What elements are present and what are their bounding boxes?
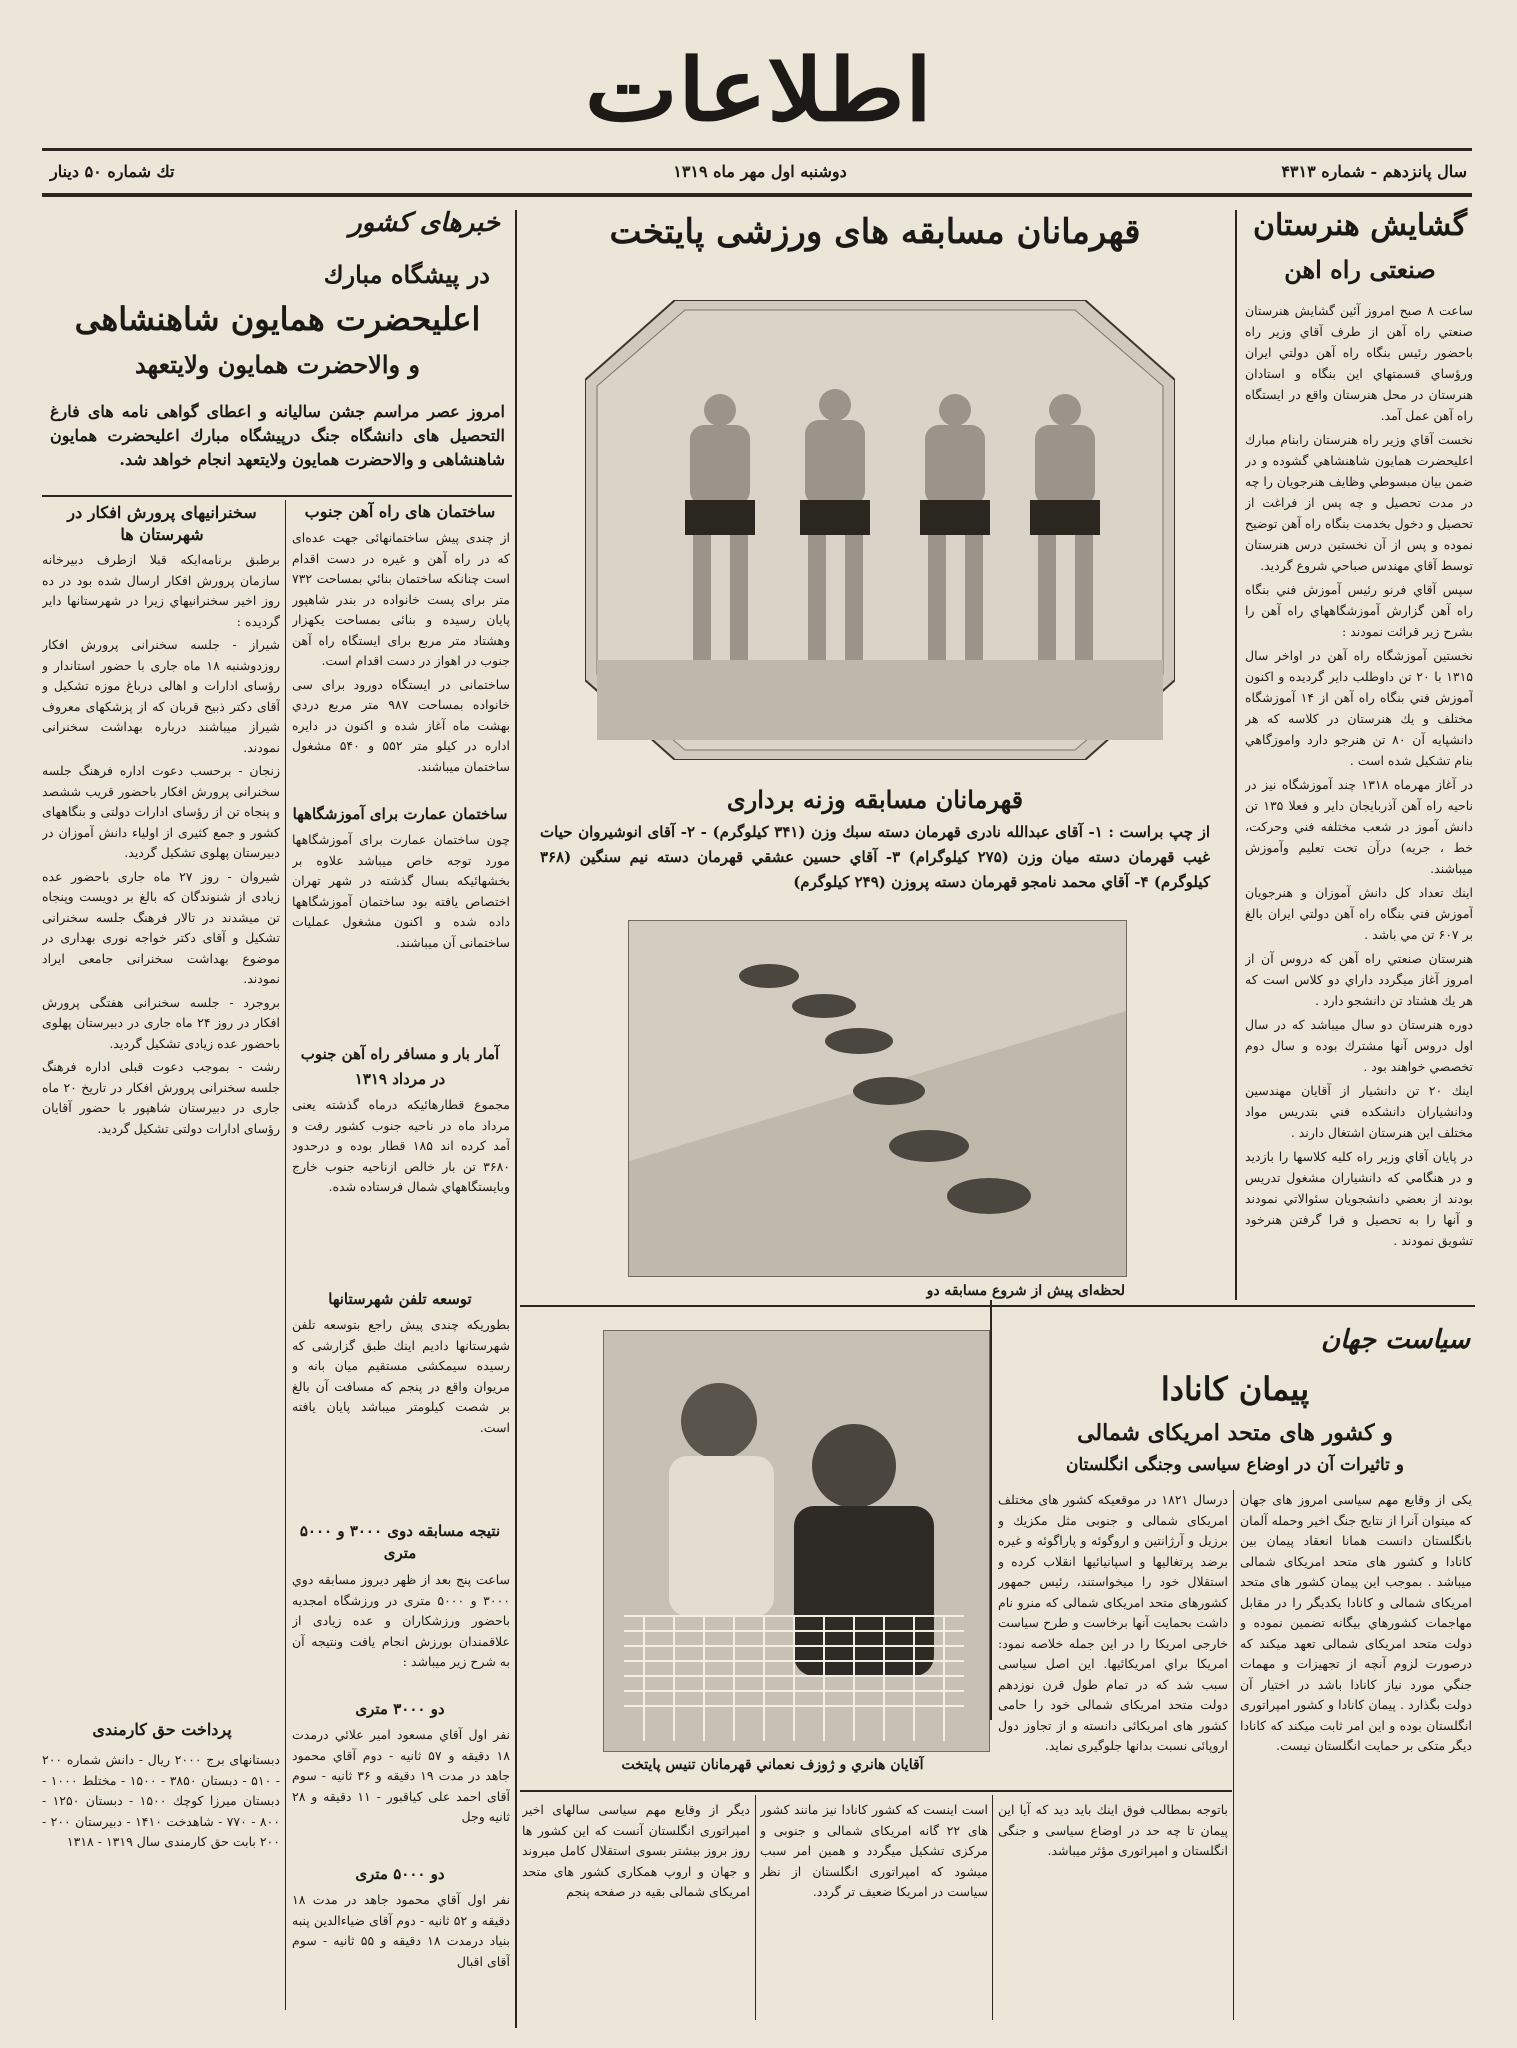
race-result-article: ساعت پنج بعد از ظهر ديروز مسابقه دوي ۳۰۰۰ و ۵۰۰۰ متری در ورزشگاه امجديه باحضور ورزشكاران و عده زيادی از علاقمندان بورزش انجام يافت ونتيجه آن به شرح زير ميباشد : — [292, 1572, 510, 1669]
railway-school-title: گشايش هنرستان — [1252, 208, 1467, 243]
canada-pact-subtitle-2: و تاثیرات آن در اوضاع سیاسی وجنگی انگلستان — [1066, 1455, 1404, 1475]
race-3000-article: نفر اول آقاي مسعود امير علائي درمدت ۱۸ دقيقه و ۵۷ ثانيه - دوم آقاي محمود جاهد در مدت ۱۹ دقيقه و ۳۶ ثانيه - سوم آقای احمد علی كياقبور - ۱۱ دقيقه و ۲۸ ثانيه وجل — [292, 1727, 510, 1824]
world-politics-label: سیاست جهان — [1321, 1325, 1470, 1355]
weightlifting-caption-title: قهرمانان مسابقه وزنه برداری — [726, 785, 1024, 814]
court-news-title: اعلیحضرت همایون شاهنشاهی — [74, 300, 481, 338]
column-rule — [515, 1300, 517, 2028]
court-news-head: در پیشگاه مبارك — [323, 260, 490, 289]
canada-pact-bottom-1: باتوجه بمطالب فوق اينك بايد ديد كه آيا اين پيمان تا چه حد در اوضاع سياسی و جنگی انگلستان و امپراتوری مؤثر ميباشد. — [998, 1802, 1228, 1858]
paragraph: اينك تعداد كل دانش آموزان و هنرجويان آموزش فني بنگاه راه آهن دولتي ايران بالغ بر ۶۰۷ تن مي باشد . — [1245, 885, 1473, 942]
schools-building-title: ساختمان عمارت برای آموزشگاهها — [292, 805, 508, 823]
weightlifting-caption-text: از چپ براست : ۱- آقای عبدالله نادری قهرمان دسته سبك وزن (۳۴۱ كيلوگرم) - ۲- آقای انوشيروان حيات غيب قهرمان دسته ميان وزن (۲۷۵ كيلوگرام) ۳- آقاي حسين عشقي قهرمان دسته نيم سنگين (۳۶۸ كيلوگرم) ۴- آقاي محمد نامجو قهرمان دسته پروزن (۲۴۹ كيلوگرم) — [540, 823, 1210, 891]
paragraph: ساعت ۸ صبح امروز آئين گشايش هنرستان صنعتي راه آهن از طرف آقاي وزير راه باحضور رئيس بنگاه راه آهن دولتي ايران ورؤساي قسمتهاي اين بنگاه و استادان هنرستان در محل هنرستان واقع در ايستگاه راه آهن عمل آمد. — [1245, 303, 1473, 423]
sports-headline: قهرمانان مسابقه های ورزشی پایتخت — [609, 212, 1141, 252]
railway-south-title: ساختمان های راه آهن جنوب — [304, 502, 496, 521]
tennis-photo — [603, 1330, 990, 1752]
race-result-title: نتیجه مسابقه دوی ۳۰۰۰ و ۵۰۰۰ متری — [299, 1522, 501, 1562]
weightlifters-photo — [585, 300, 1175, 760]
canada-pact-bottom-3: ديگر از وقايع مهم سياسی سالهای اخير امپراتوری انگلستان آنست كه اين كشور ها روز بروز بيشتر بسوی استقلال كامل ميروند و جهان و اروپ همكاری كشور های متحد امريكای شمالی بقيه در صفحه پنجم — [522, 1802, 750, 1899]
column-rule — [755, 1795, 756, 2020]
race-5000-article: نفر اول آقاي محمود جاهد در مدت ۱۸ دقيقه و ۵۲ ثانيه - دوم آقای ضياءالدين پنبه بنياد درمدت ۱۸ دقيقه و ۵۵ ثانيه - سوم آقای اقبال — [292, 1892, 510, 1969]
paragraph: نخستين آموزشگاه راه آهن در اواخر سال ۱۳۱۵ با ۲۰ تن داوطلب داير گرديده و اكنون آموزش فني بنگاه راه آهن از ۱۴ آموزشگاه مختلف و يك هنرستان در كلاسه كه هر دانشپايه آن ۸۰ تن هنرجو دارد واموزگاهي بنام تشكيل شده است . — [1245, 648, 1473, 768]
fees-article: دبستانهای برج ۲۰۰۰ ريال - دانش شماره ۲۰۰ - ۵۱۰ - دبستان ۳۸۵۰ - ۱۵۰۰ - مختلط ۱۰۰۰ - دبستان ميرزا كوچك ۱۵۰۰ - دبستان ۱۲۵۰ - ۸۰۰ - ۷۷۰ - شاهدخت ۱۴۱۰ - دبيرستان ۲۰۰ - ۲۰۰ بابت حق كارمندی سال ۱۳۱۹ - ۱۳۱۸ — [42, 1752, 280, 1849]
paragraph: از چندی پيش ساختمانهائی جهت عده‌ای كه در راه آهن و غيره در دست اقدام است چنانكه ساختمان بنائي بمساحت ۷۳۲ متر برای پست خانواده در بندر شاهپور پايان رسيده و بنائی بمساحت يكهزار وهشتاد متر مربع برای ايستگاه راه آهن جنوب در اهواز در دست اقدام است. — [292, 530, 510, 668]
section-rule — [520, 1305, 1475, 1307]
paragraph: اينك ۲۰ تن دانشيار از آقايان مهندسين ودانشياران دانشكده فني بتدريس مواد مختلف اين هنرستان اشتغال دارند . — [1245, 1083, 1473, 1140]
telephone-article: بطوريكه چندی پيش راجع بتوسعه تلفن شهرستانها داديم اينك طبق گزارشی كه رسيده سيمكشی مستقيم ميان بانه و مريوان واقع در پنجم كه مسافت آن بالغ بر شصت كيلومتر ميباشد پايان يافته است. — [292, 1317, 510, 1435]
weightlifters-photo-graphic — [585, 300, 1175, 760]
tennis-photo-graphic — [604, 1331, 989, 1751]
canada-pact-article-right: يكی از وقايع مهم سياسی امروز های جهان كه ميتوان آنرا از نتايج جنگ اخير وحمله آلمان بانگلستان دانست همانا انعقاد پيمان بين كانادا و كشور های متحد امريكای شمالی ميباشد . بموجب اين پيمان كشور های متحد امريكای شمالی و كانادا يكديگر را در مقابل مهاجمات كشورهاي بيگانه تضمين نموده و دولت متحد امريكای شمالی تعهد ميكند كه درصورت لزوم آنچه از تجهيزات و مهمات جنگي مورد نياز كانادا باشد در اختيار آن دولت بگذارد . پيمان كانادا و كشور امپراتوری انگلستان بوده و اين امر ثابت ميكند كه كانادا ديگر متكی بر حمايت انگلستان نيست. — [1240, 1492, 1472, 1753]
freight-stats-title: آمار بار و مسافر راه آهن جنوب — [300, 1045, 500, 1063]
paragraph: ساختمانی در ايستگاه دورود برای سی خانواده بمساحت ۹۸۷ متر مربع دردي بهشت ماه آغاز شده و اكنون در دايره اداره در كيلو متر ۵۵۲ و ۵۴۰ مشغول ساختمان ميباشند. — [292, 676, 510, 774]
issue-price: تك شماره ۵۰ دينار — [50, 162, 175, 181]
paragraph: نخست آقاي وزير راه هنرستان رابنام مبارك اعليحضرت همايون شاهنشاهي گشوده و در ضمن بيان مبسوطي وظايف هنرجويان را چه در مدت تحصيل و چه پس از فراغت از تحصيل و دخول بخدمت بنگاه راه آهن توضيح نموده و پس از آن نخستين درس هنرستان توسط آقاي مهندس صباحي شروع گرديد. — [1245, 432, 1473, 573]
canada-pact-title: پیمان کانادا — [1160, 1370, 1310, 1408]
paragraph: در پايان آقاي وزير راه كليه كلاسها را بازديد و در هنگامي كه دانشياران مشغول تدريس بودند از بعضي دانشجويان سئوالاتي نمودند و آنها را به تحصيل و فرا گرفتن هنرخود تشويق نمودند . — [1245, 1149, 1473, 1248]
section-rule — [520, 1790, 1232, 1792]
paragraph: شیراز - جلسه سخنرانی پرورش افكار روزدوشنبه ۱۸ ماه جاری با حضور استاندار و رؤسای ادارات و اهالی درباغ موزه تشكيل و آقای دكتر ذبيح قربان كه از پزشكهای معروف شيراز ميباشند درباره بهداشت سخنرانی نمودند. — [42, 637, 280, 755]
column-rule — [990, 1300, 992, 1720]
column-rule — [285, 500, 286, 2010]
race-3000-title: دو ۳۰۰۰ متری — [355, 1700, 445, 1718]
schools-building-article: چون ساختمان عمارت برای آموزشگاهها مورد توجه خاص ميباشد علاوه بر بخشهائيكه بسال گذشته در شهر تهران اختصاص يافته بود ساختمان آموزشگاهها داده شده و اكنون مشغول عمليات ساختمانی آن ميباشند. — [292, 832, 510, 950]
column-rule — [1235, 210, 1237, 1300]
masthead-title: اطلاعات — [584, 40, 933, 141]
country-news-label: خبرهای کشور — [349, 208, 500, 238]
paragraph: دوره هنرستان دو سال ميباشد كه در سال اول دروس آنها مشترك بوده و سال دوم تخصصي خواهند بود . — [1245, 1017, 1473, 1074]
paragraph: زنجان - برحسب دعوت اداره فرهنگ جلسه سخنرانی پرورش افكار باحضور قريب ششصد و پنجاه تن از رؤسای ادارات دولتی و بنگاههای كشور و جمع كثيری از اولياء دانش آموزان در دبيرستان پهلوی تشكيل گرديد. — [42, 763, 280, 860]
column-rule — [1233, 1490, 1234, 2020]
paragraph: برطبق برنامه‌ایكه قبلا ازطرف دبيرخانه سازمان پرورش افكار ارسال شده بود در ده روز اخير سخنرانيهاي زيرا در شهرستانها داير گرديده : — [42, 552, 280, 629]
top-rule — [42, 148, 1472, 151]
telephone-title: توسعه تلفن شهرستانها — [328, 1290, 472, 1308]
tennis-photo-caption: آقايان هانري و ژوزف نعماني قهرمانان تنيس پايتخت — [621, 1757, 924, 1773]
freight-stats-date: در مرداد ۱۳۱۹ — [354, 1070, 446, 1088]
column-rule — [992, 1795, 993, 2020]
canada-pact-bottom-2: است اينست كه كشور كانادا نيز مانند كشور های ۲۲ گانه امريكای شمالی و جنوبی و مركزی تشكيل ميگردد و همين امر سبب ميشود كه امپراتوری انگلستان از نظر سياست در امريكا ضعيف تر گردد. — [760, 1802, 988, 1899]
canada-pact-subtitle: و کشور های متحد امریکای شمالی — [1077, 1420, 1393, 1446]
fees-title: پرداخت حق كارمندی — [92, 1720, 232, 1739]
lectures-article — [42, 550, 280, 1700]
paragraph: هنرستان صنعتي راه آهن كه دروس آن از امروز آغاز ميگردد داراي دو كلاس است كه هر يك هشتاد تن دانشجو دارد . — [1245, 951, 1473, 1008]
lectures-title: سخنرانيهای پرورش افكار در شهرستان ها — [67, 503, 257, 544]
section-rule — [42, 495, 512, 497]
paragraph: در آغاز مهرماه ۱۳۱۸ چند آموزشگاه نيز در ناحيه راه آهن آذربايجان داير و فعلا ۱۳۵ تن دانش آموز در شعب مختلفه فني وحركت، خط ، جريه) درآن تحت تعليم وآموزش ميباشند. — [1245, 777, 1473, 876]
column-rule — [515, 210, 517, 1300]
railway-school-subtitle: صنعتی راه اهن — [1284, 255, 1436, 284]
runners-photo — [628, 920, 1127, 1277]
freight-stats-article: مجموع قطارهائيكه درماه گذشته يعنی مرداد ماه در ناحيه جنوب كشور رفت و آمد كرده اند ۱۸۵ قطار بوده و درحدود ۳۶۸۰ تن بار خالص ازناحيه جنوب خارج وبايستگاههاي شمال فرستاده شده. — [292, 1097, 510, 1194]
court-news-lead: امروز عصر مراسم جشن سالیانه و اعطای گواهی نامه های فارغ التحصیل های دانشگاه جنگ درپیشگاه مبارك اعلیحضرت همایون شاهنشاهی و والاحضرت همایون ولایتعهد انجام خواهد شد. — [50, 402, 505, 469]
paragraph: رشت - بموجب دعوت قبلی اداره فرهنگ جلسه سخنرانی پرورش افكار در تاريخ ۲۰ ماه جاری در دبيرستان شاهپور با حضور آقايان رؤسای ادارات دولتی تشكيل گرديد. — [42, 1059, 280, 1136]
railway-school-article — [1245, 300, 1473, 1295]
volume-number: سال پانزدهم - شماره ۴۳۱۳ — [1281, 162, 1467, 181]
dateline-rule — [42, 193, 1472, 197]
issue-date: دوشنبه اول مهر ماه ۱۳۱۹ — [673, 162, 847, 181]
paragraph: سپس آقاي فرنو رئيس آموزش فني بنگاه راه آهن گزارش آموزشگاههاي راه آهن را بشرح زير قرائت نمودند : — [1245, 582, 1473, 639]
paragraph: شیروان - روز ۲۷ ماه جاری باحضور عده زيادی از شنوندگان كه بالغ بر دويست وپنجاه تن ميشدند در تالار فرهنگ جلسه سخنرانی تشكيل و آقای دكتر خواجه نوری بهداری در موضوع بهداشت سخنرانی جامعی ايراد نمودند. — [42, 868, 280, 986]
court-news-subtitle: و والاحضرت همایون ولایتعهد — [134, 350, 421, 379]
canada-pact-article-mid: درسال ۱۸۲۱ در موقعيكه كشور های مختلف امريكای شمالی و جنوبی مثل مكزيك و برزيل و آرژانتين و اروگوئه و پاراگوئه و غيره برضد پرتغاليها و اسپانيائيها انقلاب كرده و استقلال خود را ميخواستند، رئيس جمهور كشورهای متحد امريكای شمالی كه منرو نام داشت بحمايت آنها برخاست و طرح سياست خارجی امريكا را در اين جمله خلاصه نمود: امريكا براي امريكائيها. اين اصل سياسی سبب شد كه در تمام طول قرن نوزدهم دولت متحد امريكای شمالی خود را حامی كشور های امريكائی دانسته و از تجاوز دول اروپائی نسبت بدانها جلوگيری نمايد. — [998, 1492, 1228, 1753]
paragraph: بروجرد - جلسه سخنرانی هفتگی پرورش افكار در روز ۲۴ ماه جاری در دبيرستان پهلوی باحضور عده زيادی تشكيل گرديد. — [42, 994, 280, 1051]
runners-photo-caption: لحظه‌ای پیش از شروع مسابقه دو — [926, 1283, 1125, 1299]
railway-south-article — [292, 528, 510, 798]
race-5000-title: دو ۵۰۰۰ متری — [355, 1865, 445, 1883]
runners-photo-graphic — [629, 921, 1126, 1276]
